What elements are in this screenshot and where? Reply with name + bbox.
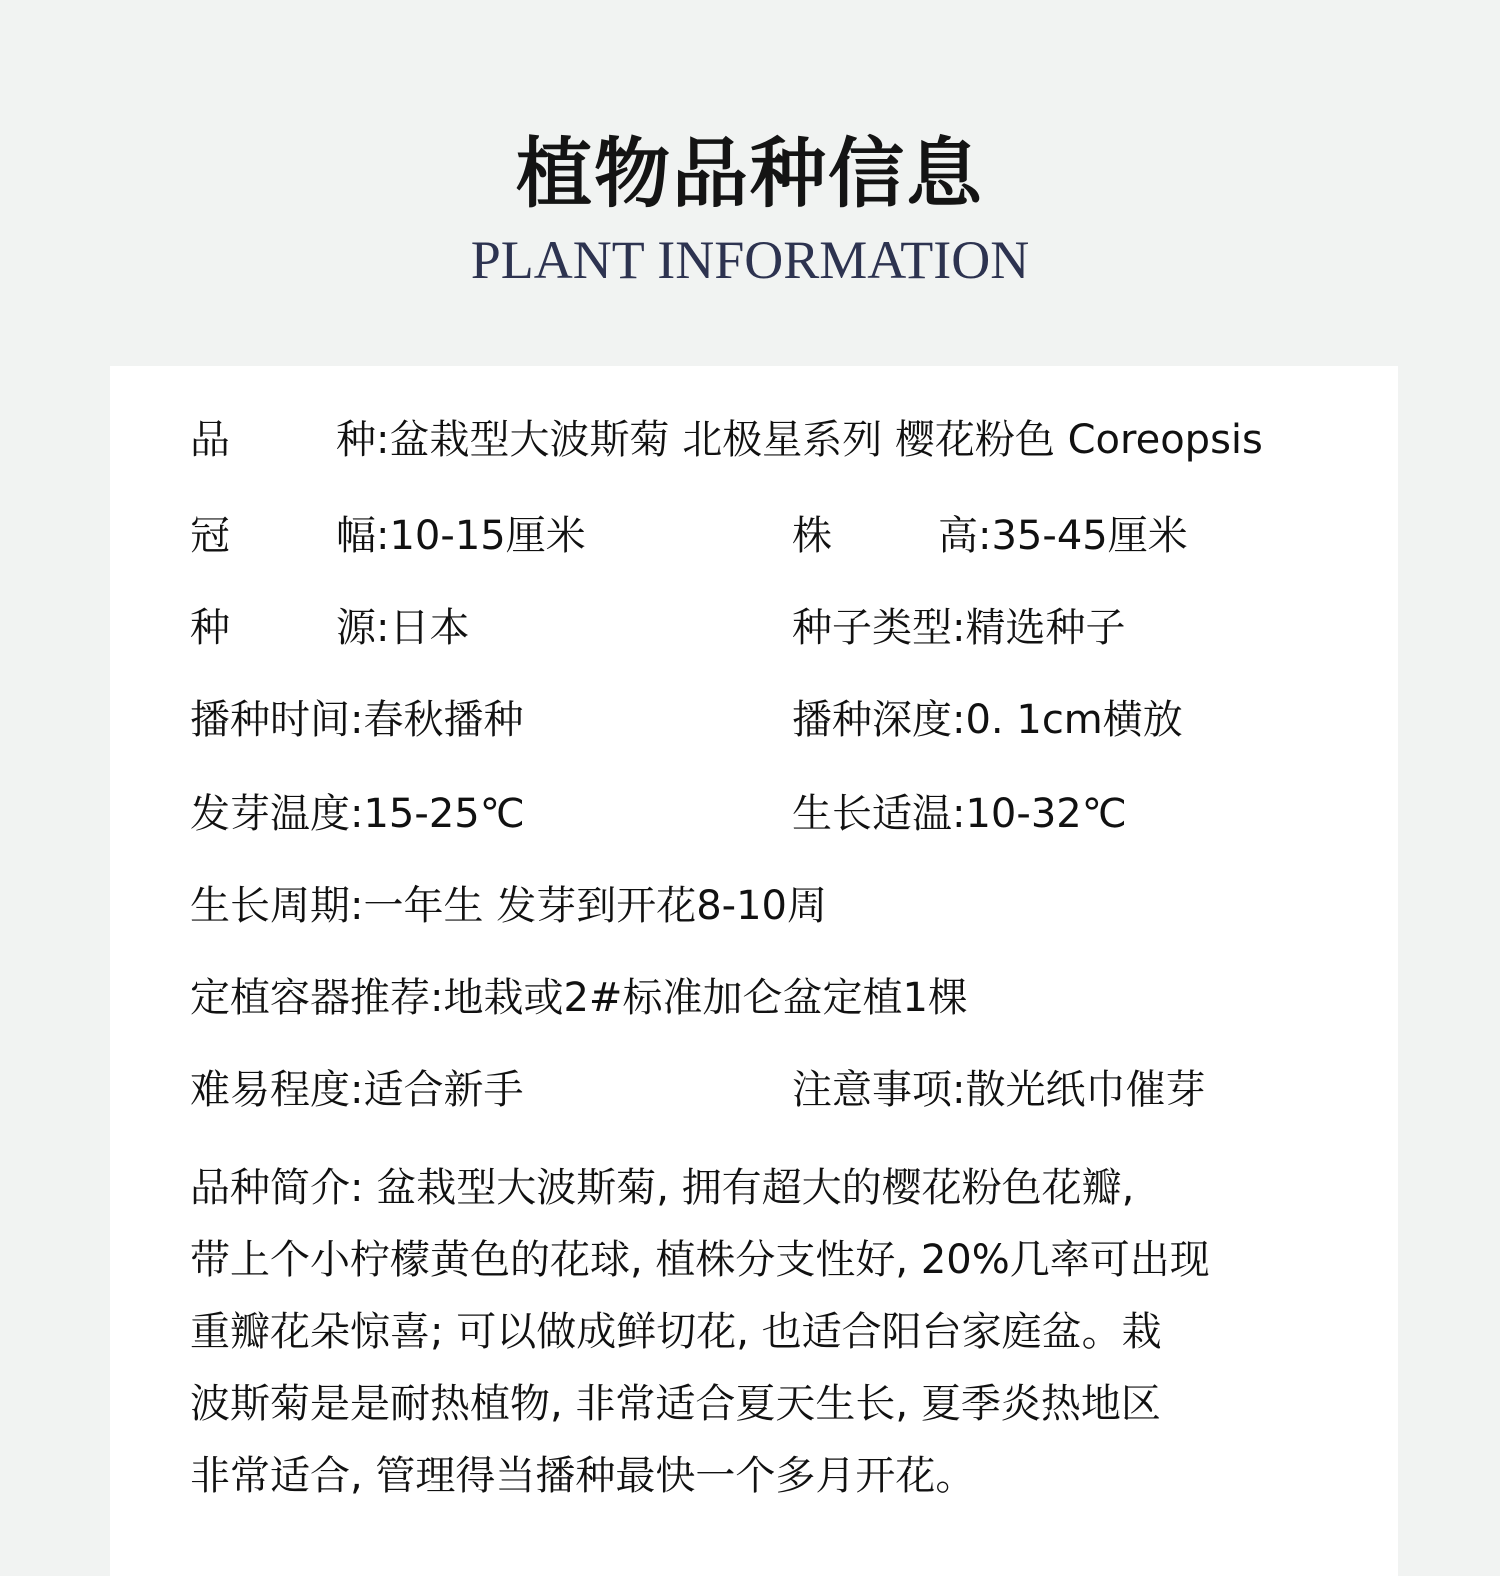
crown-row [190, 508, 586, 564]
seed-type-label: 种子类型: [792, 605, 966, 651]
sow-time-row [190, 692, 523, 748]
notes-cell [792, 1062, 1205, 1118]
variety-label-b: 种: [336, 417, 390, 463]
intro-line: 波斯菊是是耐热植物, 非常适合夏天生长, 夏季炎热地区 [190, 1381, 1161, 1427]
variety-intro [190, 1152, 1420, 1512]
grow-temp-value: 10-32℃ [965, 791, 1127, 837]
height-cell [792, 508, 1188, 564]
container-value: 地栽或2#标准加仑盆定植1棵 [443, 975, 968, 1021]
grow-temp-cell [792, 786, 1127, 842]
intro-line: 非常适合, 管理得当播种最快一个多月开花。 [190, 1453, 976, 1499]
sow-depth-value: 0. 1cm横放 [965, 697, 1183, 743]
origin-label-b: 源: [336, 605, 390, 651]
intro-line: 带上个小柠檬黄色的花球, 植株分支性好, 20%几率可出现 [190, 1237, 1210, 1283]
crown-label-b: 幅: [336, 513, 390, 559]
difficulty-row [190, 1062, 523, 1118]
height-value: 35-45厘米 [991, 513, 1188, 559]
origin-row [190, 600, 469, 656]
sow-time-label: 播种时间: [190, 697, 364, 743]
notes-value: 散光纸巾催芽 [965, 1067, 1206, 1113]
grow-temp-label: 生长适温: [792, 791, 966, 837]
notes-label: 注意事项: [792, 1067, 966, 1113]
container-row [190, 970, 968, 1026]
intro-line: 重瓣花朵惊喜; 可以做成鲜切花, 也适合阳台家庭盆。栽 [190, 1309, 1162, 1355]
variety-value: 盆栽型大波斯菊 北极星系列 樱花粉色 Coreopsis [389, 417, 1263, 463]
height-label-a: 株 [792, 513, 832, 559]
origin-value: 日本 [389, 605, 470, 651]
intro-line: 品种简介: 盆栽型大波斯菊, 拥有超大的樱花粉色花瓣, [190, 1165, 1135, 1211]
difficulty-value: 适合新手 [363, 1067, 524, 1113]
sow-time-value: 春秋播种 [363, 697, 524, 743]
germ-temp-value: 15-25℃ [363, 791, 525, 837]
origin-label-a: 种 [190, 605, 230, 651]
page-title-en: PLANT INFORMATION [470, 230, 1030, 290]
cycle-label: 生长周期: [190, 883, 364, 929]
sow-depth-label: 播种深度: [792, 697, 966, 743]
germ-temp-row [190, 786, 525, 842]
sow-depth-cell [792, 692, 1183, 748]
page-title-cn: 植物品种信息 [516, 129, 984, 218]
cycle-value: 一年生 发芽到开花8-10周 [363, 883, 827, 929]
variety-label-a: 品 [190, 417, 230, 463]
container-label: 定植容器推荐: [190, 975, 444, 1021]
cycle-row [190, 878, 827, 934]
difficulty-label: 难易程度: [190, 1067, 364, 1113]
variety-row [190, 412, 1263, 468]
seed-type-cell [792, 600, 1125, 656]
height-label-b: 高: [938, 513, 992, 559]
crown-label-a: 冠 [190, 513, 230, 559]
seed-type-value: 精选种子 [965, 605, 1126, 651]
crown-value: 10-15厘米 [389, 513, 586, 559]
germ-temp-label: 发芽温度: [190, 791, 364, 837]
